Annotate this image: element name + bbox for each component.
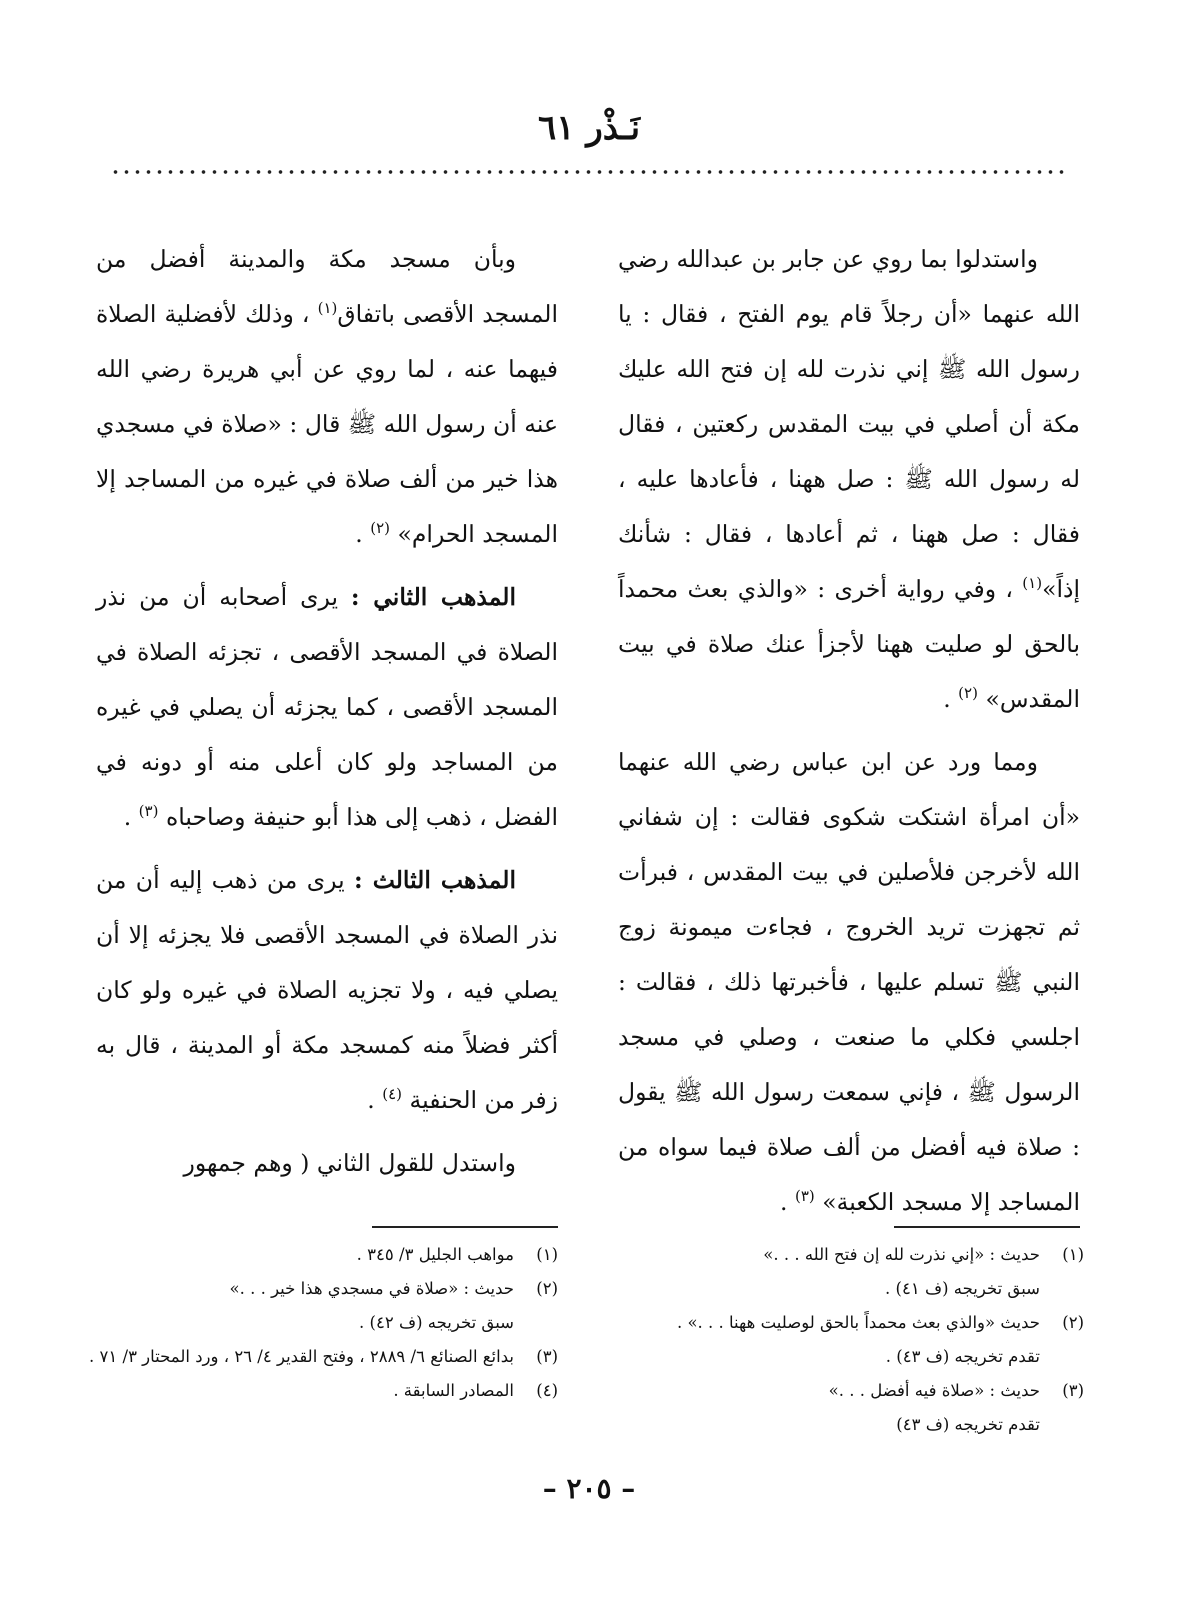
left-paragraph-3: المذهب الثالث : يرى من ذهب إليه أن من نذر الصلاة في المسجد الأقصى فلا يجزئه إلا أن يصلي فيه ، ولا تجزيه الصلاة في غيره ولو كان أكثر فضلاً منه كمسجد مكة أو المدينة ، قال به زفر من الحنفية $^{(٤)}$ . [96, 866, 558, 1114]
section-heading: المذهب الثاني : [350, 583, 516, 611]
footnote: (٢) حديث : «صلاة في مسجدي هذا خير . . .» سبق تخريجه (ف ٤٢) . [229, 1279, 558, 1332]
footnote-ref[interactable]: (٣) [138, 802, 159, 821]
footnotes-right [614, 1238, 1084, 1442]
left-paragraph-4: واستدل للقول الثاني ( وهم جمهور [183, 1149, 516, 1177]
footnote-ref[interactable]: (٣) [795, 1187, 815, 1206]
footnote-ref[interactable]: (١) [317, 299, 338, 318]
page-number: – ٢٠٥ – [542, 1472, 636, 1505]
right-paragraph-1: واستدلوا بما روي عن جابر بن عبدالله رضي الله عنهما «أن رجلاً قام يوم الفتح ، فقال : يا رسول الله ﷺ إني نذرت لله إن فتح الله عليك مكة أن أصلي في بيت المقدس ركعتين ، فقال له رسول الله ﷺ : صل ههنا ، فأعادها عليه ، فقال : صل ههنا ، ثم أعادها ، فقال : شأنك إذاً»$^{(١)}$ ، وفي رواية أخرى : «والذي بعث محمداً بالحق لو صليت ههنا لأجزأ عنك صلاة في بيت المقدس» $^{(٢)}$ . [618, 245, 1080, 713]
footnote: (٣) بدائع الصنائع ٦/ ٢٨٨٩ ، وفتح القدير ٤/ ٢٦ ، ورد المحتار ٣/ ٧١ . [89, 1347, 558, 1366]
footnote-ref[interactable]: (٤) [382, 1085, 403, 1104]
footnote: (١) حديث : «إني نذرت لله إن فتح الله . . .» سبق تخريجه (ف ٤١) . [763, 1245, 1084, 1298]
footnote-separator [372, 1226, 558, 1228]
footnote: (٤) المصادر السابقة . [393, 1381, 558, 1400]
left-paragraph-1: وبأن مسجد مكة والمدينة أفضل من المسجد الأقصى باتفاق$^{(١)}$ ، وذلك لأفضلية الصلاة فيهما عنه ، لما روي عن أبي هريرة رضي الله عنه أن رسول الله ﷺ قال : «صلاة في مسجدي هذا خير من ألف صلاة في غيره من المساجد إلا المسجد الحرام» $^{(٢)}$ . [96, 245, 558, 548]
footnote-ref[interactable]: (٢) [958, 684, 978, 703]
right-column [618, 232, 1080, 1238]
left-column [96, 232, 558, 1199]
dotted-divider [110, 168, 1070, 176]
footnote-separator [894, 1226, 1080, 1228]
right-paragraph-2: ومما ورد عن ابن عباس رضي الله عنهما «أن امرأة اشتكت شكوى فقالت : إن شفاني الله لأخرجن فلأصلين في بيت المقدس ، فبرأت ثم تجهزت تريد الخروج ، فجاءت ميمونة زوج النبي ﷺ تسلم عليها ، فأخبرتها ذلك ، فقالت : اجلسي فكلي ما صنعت ، وصلي في مسجد الرسول ﷺ ، فإني سمعت رسول الله ﷺ يقول : صلاة فيه أفضل من ألف صلاة فيما سواه من المساجد إلا مسجد الكعبة» $^{(٣)}$ . [618, 748, 1080, 1216]
footnote-ref[interactable]: (٢) [370, 519, 391, 538]
section-heading: المذهب الثالث : [353, 866, 516, 894]
footnotes-left [88, 1238, 558, 1408]
footnote: (٢) حديث «والذي بعث محمداً بالحق لوصليت ههنا . . .» . تقدم تخريجه (ف ٤٣) . [676, 1313, 1084, 1366]
left-paragraph-2: المذهب الثاني : يرى أصحابه أن من نذر الصلاة في المسجد الأقصى ، تجزئه الصلاة في المسجد الأقصى ، كما يجزئه أن يصلي في غيره من المساجد ولو كان أعلى منه أو دونه في الفضل ، ذهب إلى هذا أبو حنيفة وصاحباه $^{(٣)}$ . [96, 583, 558, 831]
page-title: نَـذْر ٦١ [537, 108, 641, 148]
footnote: (٣) حديث : «صلاة فيه أفضل . . .» تقدم تخريجه (ف ٤٣) [828, 1381, 1084, 1434]
footnote-ref[interactable]: (١) [1022, 574, 1043, 593]
footnote: (١) مواهب الجليل ٣/ ٣٤٥ . [356, 1245, 558, 1264]
